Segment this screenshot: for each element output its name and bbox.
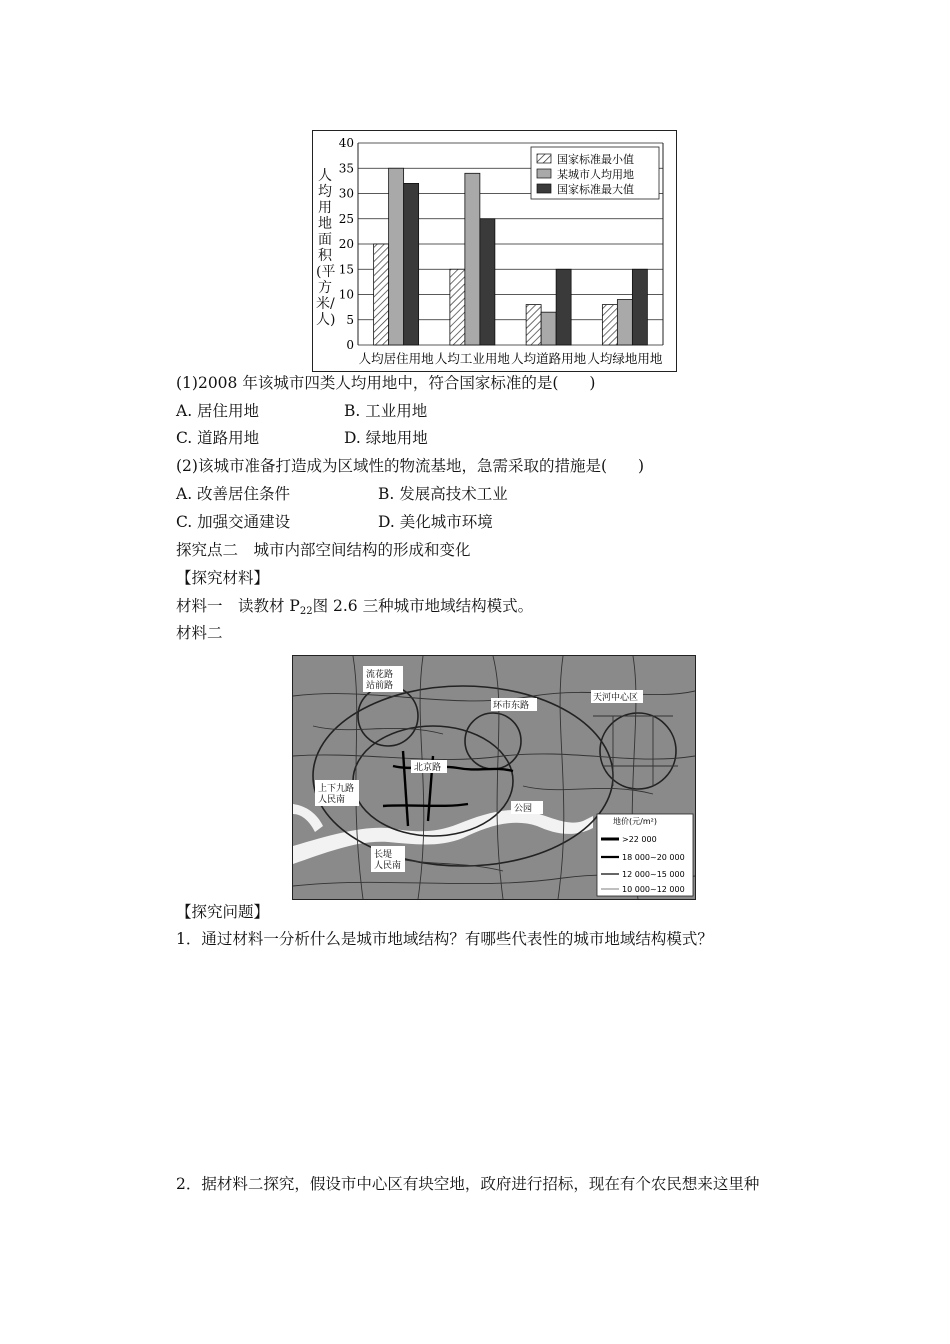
q2-option-b: B. 发展高技术工业 [378, 485, 508, 503]
map-label-renminnan-1: 人民南 [318, 795, 346, 805]
map-label-shangxiajiu: 上下九路 [318, 784, 355, 794]
map-label-huanshi: 环市东路 [493, 701, 530, 711]
map-legend-item-3: 12 000~15 000 [622, 870, 685, 879]
q2-option-c: C. 加强交通建设 [176, 513, 291, 531]
x-tick-label: 人均道路用地 [511, 351, 587, 366]
material-one-page: 22 [299, 606, 313, 617]
questions-heading: 【探究问题】 [176, 903, 270, 921]
map-label-changdi: 长堤 [374, 850, 393, 860]
bar-min [526, 305, 541, 345]
map-svg [293, 656, 695, 899]
legend-label: 国家标准最大值 [557, 183, 634, 196]
bar-min [374, 244, 389, 345]
map-legend-item-4: 10 000~12 000 [622, 885, 685, 894]
x-tick-label: 人均绿地用地 [587, 351, 663, 366]
q1-option-b: B. 工业用地 [344, 402, 428, 420]
river-branch [293, 804, 323, 832]
x-tick-label: 人均工业用地 [434, 351, 510, 366]
legend-label: 国家标准最小值 [557, 153, 634, 166]
bar-max [556, 269, 571, 345]
y-tick-label: 40 [338, 136, 354, 150]
material-one-prefix: 材料一 读教材 P [176, 597, 300, 615]
map-label-park: 公园 [514, 804, 533, 814]
material-two: 材料二 [176, 624, 223, 642]
city-land-price-map [292, 655, 696, 900]
tianhe-ring [600, 713, 676, 789]
map-label-zhanqian: 站前路 [366, 681, 394, 691]
bar-min [602, 305, 617, 345]
legend-swatch [537, 154, 551, 163]
map-legend-item-1: >22 000 [622, 835, 657, 844]
map-label-beijing: 北京路 [414, 763, 442, 773]
land-use-bar-chart [312, 130, 677, 372]
y-tick-label: 5 [346, 312, 354, 327]
bar-city [617, 300, 632, 345]
map-legend [597, 814, 693, 896]
ring-road-inner [353, 726, 513, 836]
q1-stem: (1)2008 年该城市四类人均用地中，符合国家标准的是( ) [176, 374, 596, 392]
material-one-suffix: 图 2.6 三种城市地域结构模式。 [312, 597, 534, 615]
bar-min [450, 269, 465, 345]
q1-option-c: C. 道路用地 [176, 429, 260, 447]
bar-city [389, 168, 404, 345]
bar-max [632, 269, 647, 345]
legend-swatch [537, 169, 551, 178]
chart-svg [313, 131, 676, 371]
y-tick-label: 0 [346, 338, 354, 352]
material-one [176, 596, 533, 622]
y-tick-label: 25 [338, 211, 354, 226]
q2-option-d: D. 美化城市环境 [378, 513, 493, 531]
map-legend-item-2: 18 000~20 000 [622, 853, 685, 862]
chart-y-label: 人均用地面积(平方米/人) [316, 168, 336, 328]
q1-option-d: D. 绿地用地 [344, 429, 428, 447]
y-tick-label: 20 [338, 237, 354, 251]
y-tick-label: 35 [338, 161, 354, 176]
bar-max [404, 183, 419, 345]
map-legend-title: 地价(元/m²) [613, 817, 657, 826]
map-label-tianhe: 天河中心区 [593, 693, 639, 703]
section-title: 探究点二 城市内部空间结构的形成和变化 [176, 541, 471, 559]
inquiry-question-1: 1．通过材料一分析什么是城市地域结构？有哪些代表性的城市地域结构模式？ [176, 930, 713, 948]
river [293, 810, 593, 864]
inquiry-question-2: 2．据材料二探究，假设市中心区有块空地，政府进行招标，现在有个农民想来这里种 [176, 1175, 760, 1193]
map-label-liuhua: 流花路 [366, 670, 394, 680]
map-label-renminnan-2: 人民南 [374, 861, 402, 871]
bar-city [541, 312, 556, 345]
x-tick-label: 人均居住用地 [358, 351, 434, 366]
bar-city [465, 173, 480, 345]
y-tick-label: 10 [338, 287, 354, 302]
y-tick-label: 30 [338, 186, 354, 201]
legend-swatch [537, 184, 551, 193]
q2-option-a: A. 改善居住条件 [176, 485, 291, 503]
q1-option-a: A. 居住用地 [176, 402, 260, 420]
legend-label: 某城市人均用地 [557, 168, 634, 181]
y-tick-label: 15 [338, 262, 354, 277]
materials-heading: 【探究材料】 [176, 569, 270, 587]
bar-max [480, 219, 495, 345]
q2-stem: (2)该城市准备打造成为区域性的物流基地，急需采取的措施是( ) [176, 457, 645, 475]
